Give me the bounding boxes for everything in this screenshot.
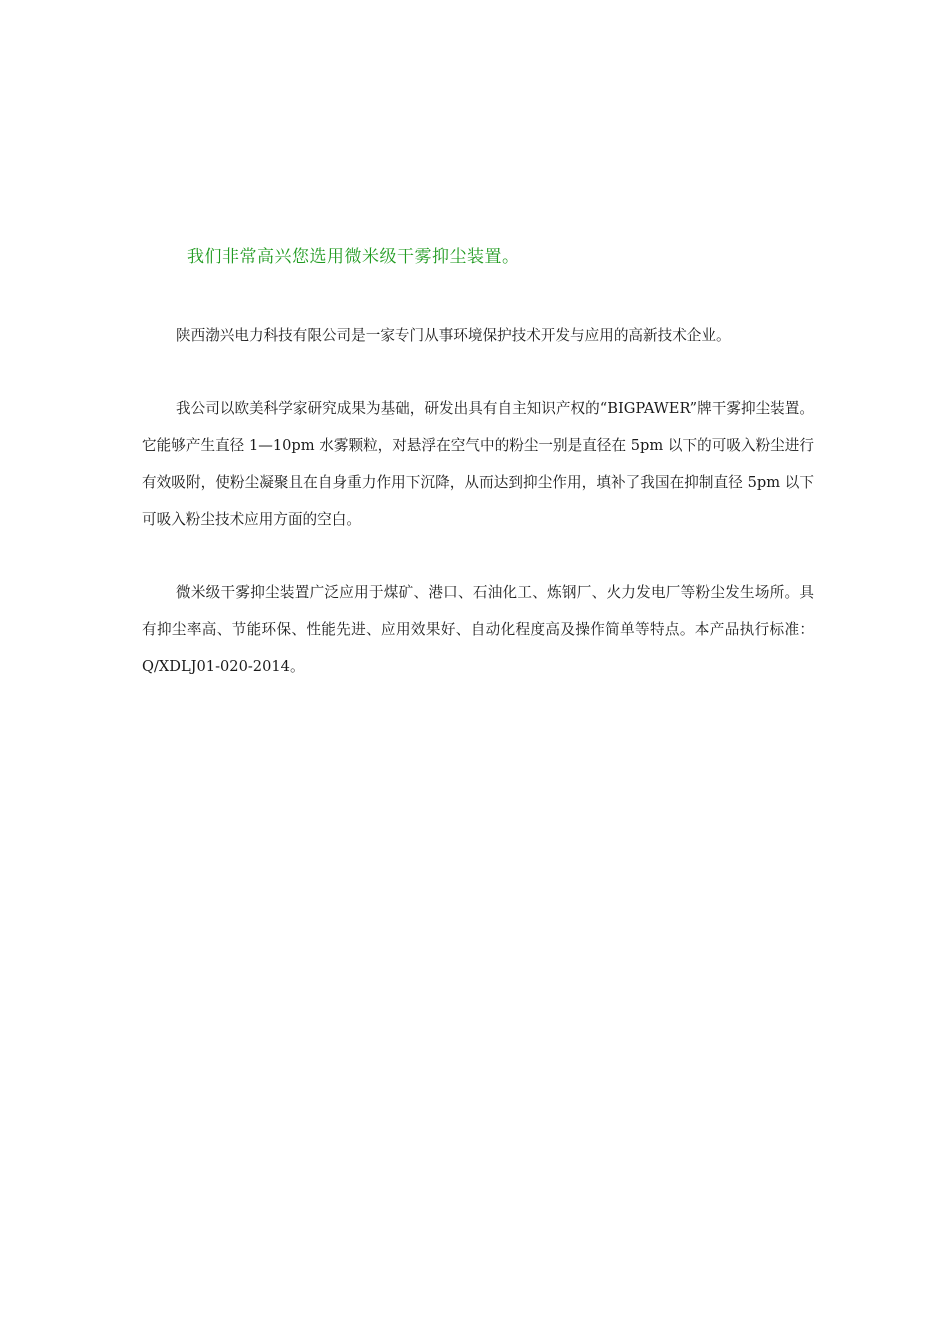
paragraph-company-intro: 陕西渤兴电力科技有限公司是一家专门从事环境保护技术开发与应用的高新技术企业。 <box>176 327 731 344</box>
paragraph-product-technology: 我公司以欧美科学家研究成果为基础，研发出具有自主知识产权的“BIGPAWER”牌干雾抑尘装置。它能够产生直径 1—10pm 水雾颗粒，对悬浮在空气中的粉尘一别是直径在 5pm 以下的可吸入粉尘进行有效吸附，使粉尘凝聚且在自身重力作用下沉降，从而达到抑尘作用，填补了我国在抑制直径 5pm 以下可吸入粉尘技术应用方面的空白。 <box>142 400 814 528</box>
document-title: 我们非常高兴您选用微米级干雾抑尘装置。 <box>187 247 520 267</box>
paragraph-applications: 微米级干雾抑尘装置广泛应用于煤矿、港口、石油化工、炼钢厂、火力发电厂等粉尘发生场所。具有抑尘率高、节能环保、性能先进、应用效果好、自动化程度高及操作简单等特点。本产品执行标准：Q/XDLJ01-020-2014。 <box>142 584 814 675</box>
